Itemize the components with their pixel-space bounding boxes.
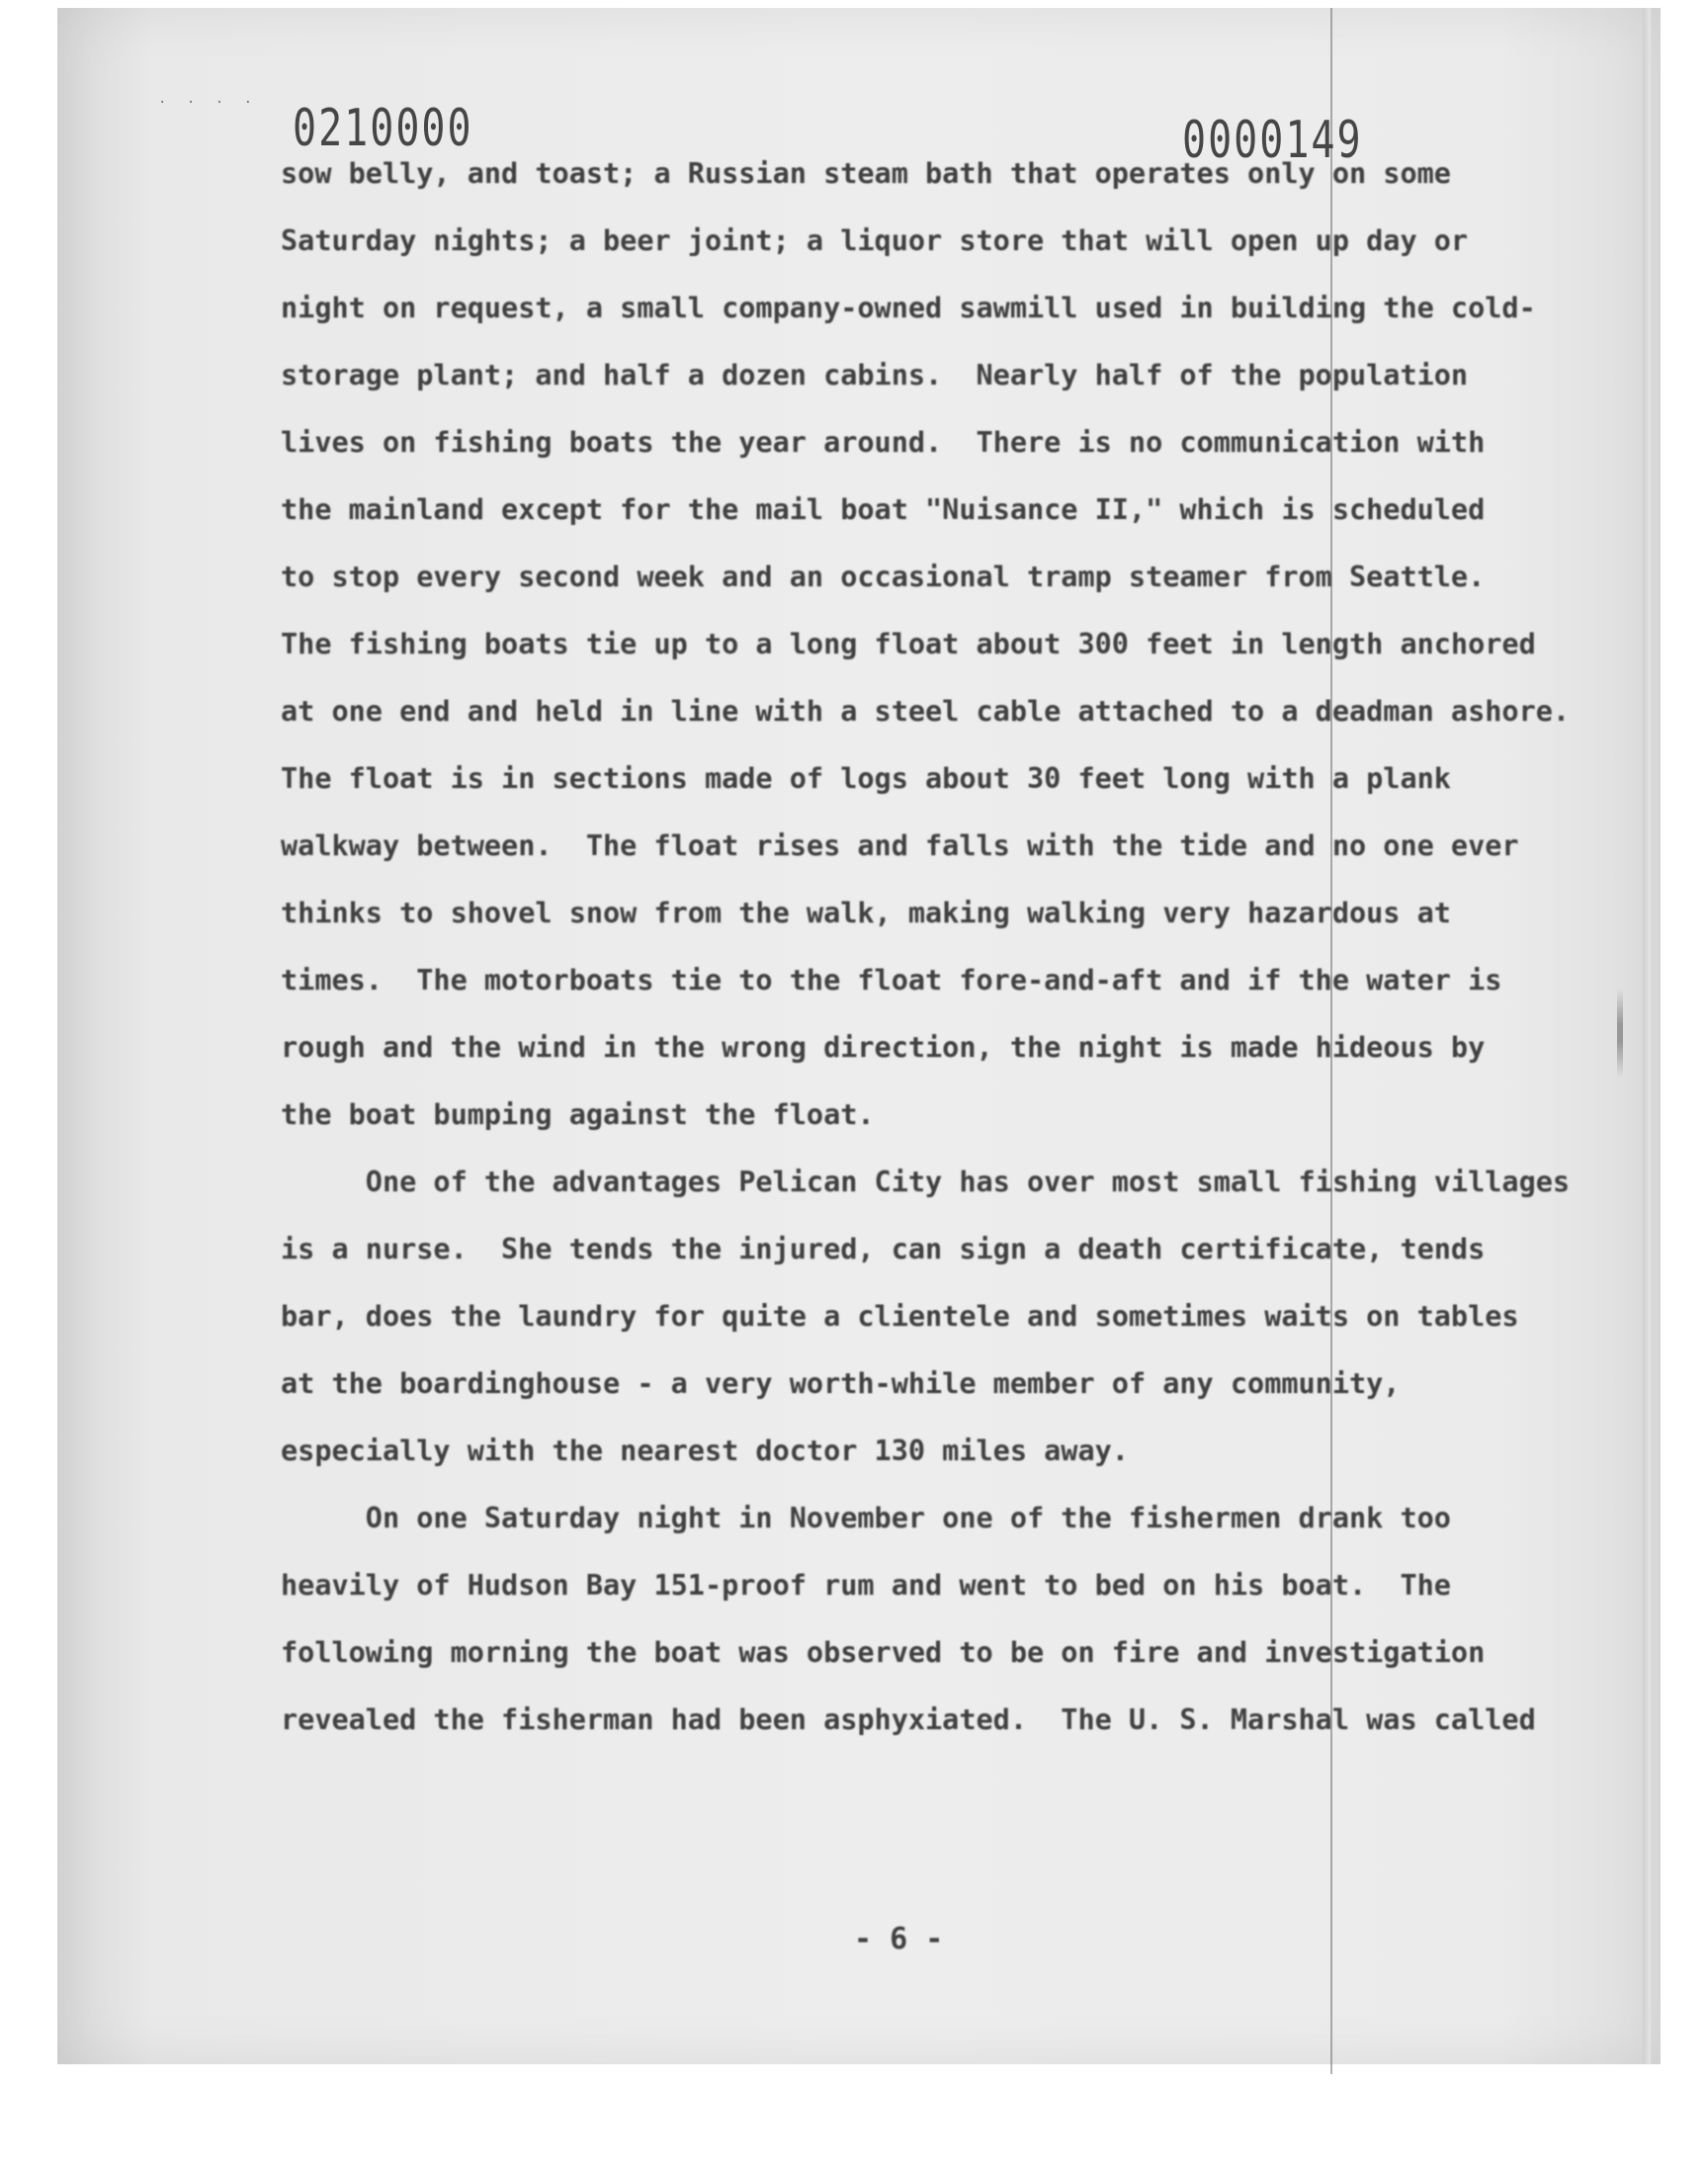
page-edge (1643, 8, 1651, 2064)
text-line: walkway between. The float rises and falls with the tide and no one ever (281, 829, 1519, 862)
text-line: bar, does the laundry for quite a clientele and sometimes waits on tables (281, 1300, 1519, 1333)
text-line: One of the advantages Pelican City has over most small fishing villages (281, 1166, 1571, 1198)
stamp-right: 0000149 (1182, 111, 1363, 170)
text-line: is a nurse. She tends the injured, can sign a death certificate, tends (281, 1233, 1486, 1265)
text-line: to stop every second week and an occasional tramp steamer from Seattle. (281, 561, 1486, 593)
body-text (281, 140, 1571, 1754)
text-line: sow belly, and toast; a Russian steam bath that operates only on some (281, 157, 1451, 190)
text-line: revealed the fisherman had been asphyxiated. The U. S. Marshal was called (281, 1703, 1536, 1736)
text-line: Saturday nights; a beer joint; a liquor store that will open up day or (281, 224, 1469, 257)
text-line: lives on fishing boats the year around. There is no communication with (281, 426, 1486, 459)
text-line: following morning the boat was observed to be on fire and investigation (281, 1636, 1486, 1669)
text-line: thinks to shovel snow from the walk, making walking very hazardous at (281, 897, 1451, 929)
text-line: the boat bumping against the float. (281, 1098, 875, 1131)
text-line: especially with the nearest doctor 130 miles away. (281, 1435, 1129, 1467)
text-line: The fishing boats tie up to a long float about 300 feet in length anchored (281, 628, 1536, 660)
text-line: storage plant; and half a dozen cabins. Nearly half of the population (281, 359, 1469, 392)
text-line: rough and the wind in the wrong direction, the night is made hideous by (281, 1031, 1486, 1064)
text-line: the mainland except for the mail boat "Nuisance II," which is scheduled (281, 493, 1486, 526)
text-line: heavily of Hudson Bay 151-proof rum and went to bed on his boat. The (281, 1569, 1451, 1602)
text-line: at the boardinghouse - a very worth-while member of any community, (281, 1367, 1401, 1400)
text-line: times. The motorboats tie to the float fore-and-aft and if the water is (281, 964, 1502, 997)
scan-specks: · · · · (158, 95, 259, 111)
text-line: The float is in sections made of logs about 30 feet long with a plank (281, 762, 1451, 795)
text-line: On one Saturday night in November one of the fishermen drank too (281, 1502, 1451, 1534)
margin-mark (1617, 989, 1623, 1078)
page-number: - 6 - (854, 1922, 944, 1957)
text-line: night on request, a small company-owned sawmill used in building the cold- (281, 292, 1536, 324)
stamp-left: 0210000 (293, 99, 473, 158)
text-line: at one end and held in line with a steel cable attached to a deadman ashore. (281, 695, 1571, 728)
